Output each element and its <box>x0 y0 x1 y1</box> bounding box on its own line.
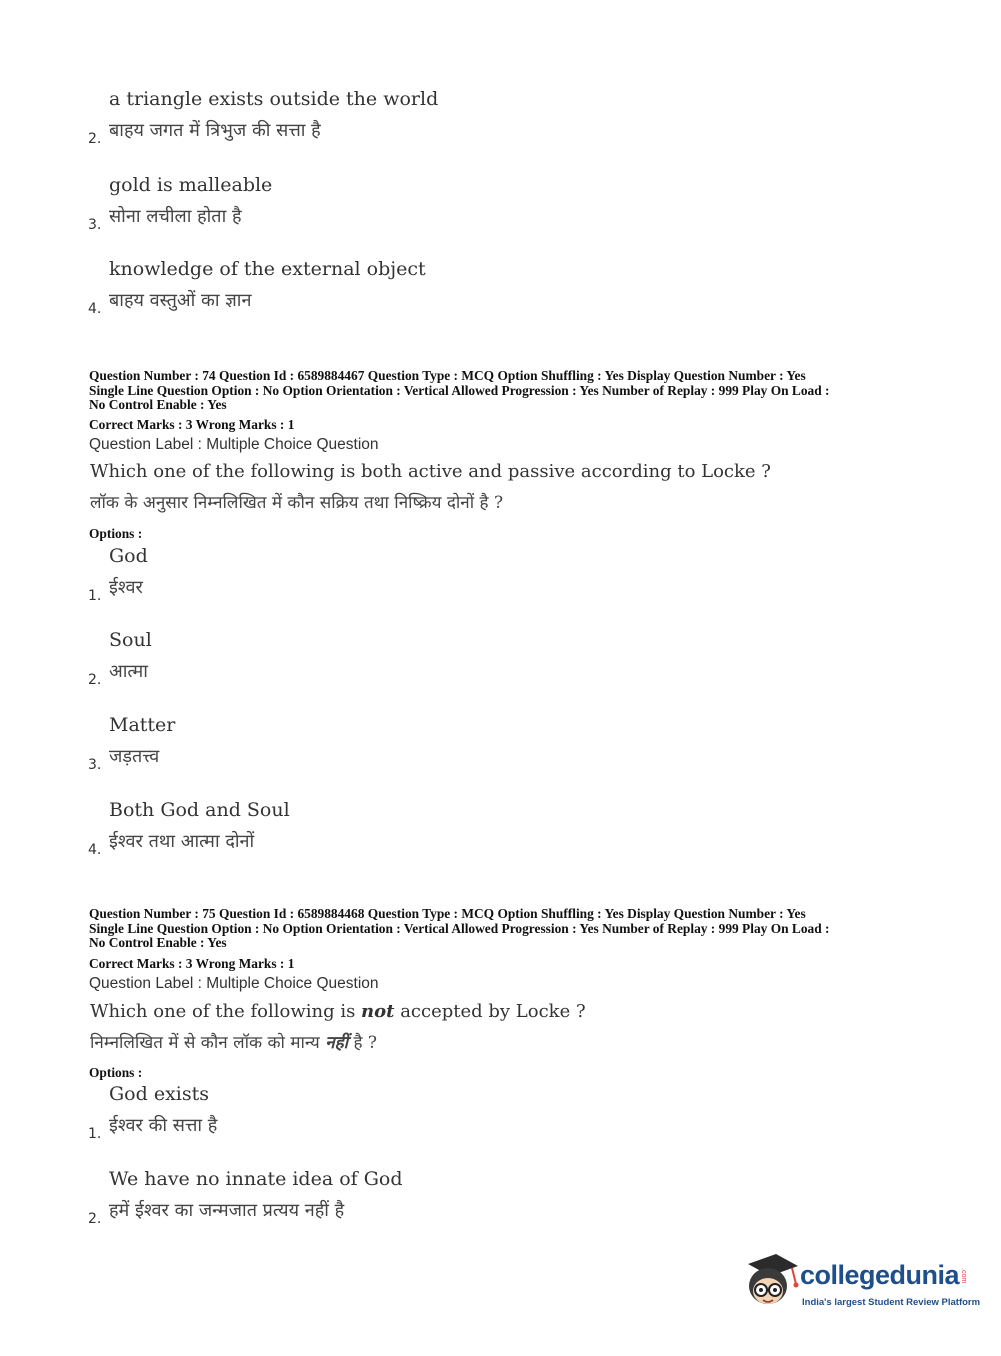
question-74-meta <box>89 369 919 413</box>
option-number: 1. <box>88 588 102 604</box>
option-text-hi: आत्मा <box>109 661 148 682</box>
meta-line: Single Line Question Option : No Option Orientation : Vertical Allowed Progression : Yes Number of Replay : 999 Play On Load : <box>89 920 830 936</box>
meta-line: Question Number : 75 Question Id : 6589884468 Question Type : MCQ Option Shuffling : Yes Display Question Number : Yes <box>89 906 806 921</box>
option-number: 3. <box>88 757 102 773</box>
meta-line: Single Line Question Option : No Option Orientation : Vertical Allowed Progression : Yes Number of Replay : 999 Play On Load : <box>89 382 830 398</box>
question-75-marks: Correct Marks : 3 Wrong Marks : 1 <box>89 956 295 971</box>
option-text-en: a triangle exists outside the world <box>109 88 439 110</box>
option-text-en: God exists <box>109 1083 209 1105</box>
emphasis-text: नहीं <box>325 1033 349 1053</box>
option-number: 3. <box>88 217 102 233</box>
mascot-icon <box>742 1250 800 1312</box>
option-text-en: Soul <box>109 629 152 651</box>
option-text-en: gold is malleable <box>109 174 273 196</box>
question-74-options-heading: Options : <box>89 526 143 541</box>
option-number: 2. <box>88 1211 102 1227</box>
option-text-en: Matter <box>109 714 176 736</box>
meta-line: Question Number : 74 Question Id : 6589884467 Question Type : MCQ Option Shuffling : Yes Display Question Number : Yes <box>89 368 806 383</box>
question-75-label: Question Label : Multiple Choice Question <box>89 975 379 992</box>
question-75-text-en <box>90 1001 586 1022</box>
question-74-label: Question Label : Multiple Choice Question <box>89 436 379 453</box>
option-text-hi: सोना लचीला होता है <box>109 206 242 227</box>
option-number: 2. <box>88 131 102 147</box>
question-74-text-hi: लॉक के अनुसार निम्नलिखित में कौन सक्रिय तथा निष्क्रिय दोनों है ? <box>90 493 504 513</box>
question-75-options-heading: Options : <box>89 1065 143 1080</box>
option-number: 4. <box>88 301 102 317</box>
question-75-text-hi <box>90 1030 377 1053</box>
meta-line: No Control Enable : Yes <box>89 935 227 950</box>
option-number: 1. <box>88 1126 102 1142</box>
option-text-en: We have no innate idea of God <box>109 1168 403 1190</box>
question-74-marks: Correct Marks : 3 Wrong Marks : 1 <box>89 417 295 432</box>
question-75-meta <box>89 907 919 951</box>
text-part: है ? <box>348 1033 378 1053</box>
emphasis-text: not <box>361 1001 395 1022</box>
option-text-en: knowledge of the external object <box>109 258 426 280</box>
logo-brand: collegedunia <box>800 1260 960 1290</box>
option-text-hi: ईश्वर तथा आत्मा दोनों <box>109 831 255 852</box>
option-text-hi: ईश्वर की सत्ता है <box>109 1115 218 1136</box>
option-number: 4. <box>88 842 102 858</box>
text-part: निम्नलिखित में से कौन लॉक को मान्य <box>90 1033 326 1053</box>
logo-tagline: India's largest Student Review Platform <box>802 1297 981 1308</box>
option-text-hi: ईश्वर <box>109 577 143 598</box>
option-number: 2. <box>88 672 102 688</box>
meta-line: No Control Enable : Yes <box>89 397 227 412</box>
option-text-en: God <box>109 545 148 567</box>
option-text-en: Both God and Soul <box>109 799 290 821</box>
option-text-hi: हमें ईश्वर का जन्मजात प्रत्यय नहीं है <box>109 1200 345 1221</box>
logo-dotcom: .com <box>960 1268 967 1284</box>
question-74-text-en: Which one of the following is both active and passive according to Locke ? <box>90 461 771 482</box>
option-text-hi: जड़तत्त्व <box>109 746 160 767</box>
option-text-hi: बाहय वस्तुओं का ज्ञान <box>109 290 252 311</box>
collegedunia-logo[interactable] <box>742 1248 981 1318</box>
option-text-hi: बाहय जगत में त्रिभुज की सत्ता है <box>109 120 321 141</box>
text-part: Which one of the following is <box>90 1001 362 1022</box>
text-part: accepted by Locke ? <box>394 1001 586 1022</box>
